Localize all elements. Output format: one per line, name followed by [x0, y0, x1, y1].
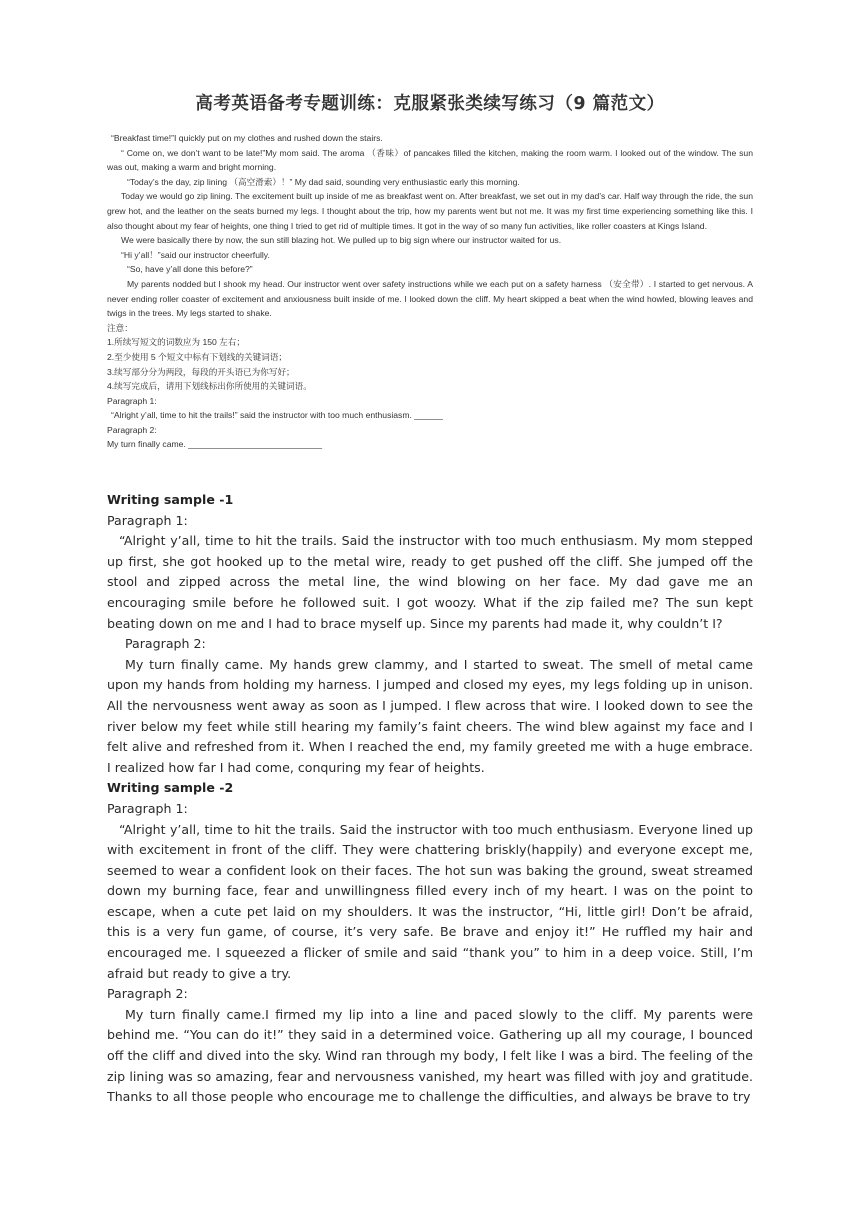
sample-paragraph-label: Paragraph 1:	[107, 800, 188, 816]
prompt-section	[107, 131, 753, 452]
prompt-paragraph-label: Paragraph 2:	[107, 424, 157, 435]
prompt-paragraph-label: Paragraph 1:	[107, 395, 157, 406]
prompt-paragraph-start: My turn finally came. ____________________________	[107, 439, 323, 450]
prompt-line: “Breakfast time!”I quickly put on my clothes and rushed down the stairs.	[111, 133, 383, 143]
prompt-note-heading: 注意：	[107, 322, 133, 333]
prompt-line: Today we would go zip lining. The excitement built up inside of me as breakfast went on. After breakfast, we set out in my dad’s car. Half way through the ride, the sun grew hot, and the leather on the seats burned my legs. I thought about the trip, how my parents went but not me. It was my first time experiencing something like this. I also thought about my fear of heights, one thing I tried to get rid of multiple times. It got in the way of so many fun activities, like roller coasters at Kings Island.	[107, 191, 753, 231]
prompt-line: “ Come on, we don’t want to be late!”My mom said. The aroma （香味）of pancakes filled the kitchen, making the room warm. I looked out of the window. The sun was out, making a warm and bright morning.	[107, 147, 753, 173]
sample-paragraph-text: “Alright y’all, time to hit the trails. Said the instructor with too much enthusiasm. My mom stepped up first, she got hooked up to the metal wire, ready to get pushed off the cliff. She jumped off the stool and zipped across the metal line, the wind blowing on her face. My dad gave me an encouraging smile before he followed suit. I got woozy. What if the zip failed me? The sun kept beating down on me and I had to brace myself up. Since my parents had made it, why couldn’t I?	[107, 533, 753, 631]
sample-paragraph-text: My turn finally came. My hands grew clammy, and I started to sweat. The smell of metal came upon my hands from holding my harness. I jumped and closed my eyes, my legs folding up in unison. All the nervousness went away as soon as I jumped. I flew across that wire. I looked down to see the river below my feet while still hearing my family’s faint cheers. The wind blew against my face and I felt alive and refreshed from it. When I reached the end, my family greeted me with a huge embrace. I realized how far I had come, conquring my fear of heights.	[107, 656, 753, 775]
sample-heading: Writing sample -2	[107, 780, 234, 796]
document-title: 高考英语备考专题训练：克服紧张类续写练习（9 篇范文）	[195, 94, 665, 114]
sample-paragraph-label: Paragraph 2:	[107, 986, 188, 1002]
sample-paragraph-text: My turn finally came.I firmed my lip into a line and paced slowly to the cliff. My parents were behind me. “You can do it!” they said in a determined voice. Gathering up all my courage, I bounced off the cliff and dived into the sky. Wind ran through my body, I felt like I was a bird. The feeling of the zip lining was so amazing, fear and nervousness vanished, my heart was filled with joy and gratitude. Thanks to all those people who encourage me to challenge the difficulties, and always be brave to try	[107, 1006, 753, 1105]
prompt-paragraph-start: “Alright y’all, time to hit the trails!” said the instructor with too much enthusiasm. ______	[111, 410, 443, 421]
prompt-line: My parents nodded but I shook my head. Our instructor went over safety instructions while we each put on a safety harness （安全带）. I started to get nervous. A never ending roller coaster of excitement and anxiousness built inside of me. I looked down the cliff. My heart skipped a beat when the wind howled, blowing leaves and twigs in the trees. My legs started to shake.	[107, 278, 753, 319]
prompt-line: “Today’s the day, zip lining （高空滑索）！” My dad said, sounding very enthusiastic early this morning.	[127, 176, 520, 187]
prompt-note: 4.续写完成后，请用下划线标出你所使用的关键词语。	[107, 381, 312, 392]
prompt-note: 2.至少使用 5 个短文中标有下划线的关键词语；	[107, 351, 288, 362]
sample-paragraph-label: Paragraph 1:	[107, 512, 188, 528]
sample-paragraph-label: Paragraph 2:	[125, 636, 206, 652]
prompt-line: We were basically there by now, the sun still blazing hot. We pulled up to big sign where our instructor waited for us.	[121, 235, 562, 246]
prompt-note: 3.续写部分分为两段，每段的开头语已为你写好；	[107, 366, 295, 377]
samples-section	[107, 490, 753, 1108]
prompt-line: “Hi y’all！”said our instructor cheerfully.	[121, 249, 270, 260]
sample-heading: Writing sample -1	[107, 492, 234, 507]
sample-paragraph-text: “Alright y’all, time to hit the trails. Said the instructor with too much enthusiasm. Everyone lined up with excitement in front of the cliff. They were chattering briskly(happily) and everyone except me, seemed to wear a confident look on their faces. The hot sun was baking the ground, sweat streamed down my burning face, fear and unwillingness filled every inch of my heart. I was on the point to escape, when a cute pet laid on my shoulders. It was the instructor, “Hi, little girl! Don’t be afraid, this is a very fun game, of course, it’s very safe. Be brave and enjoy it!” He ruffled my hair and encouraged me. I squeezed a flicker of smile and said “thank you” to him in a deep voice. Still, I’m afraid but ready to give a try.	[107, 821, 753, 981]
prompt-line: “So, have y’all done this before?”	[127, 264, 253, 275]
prompt-note: 1.所续写短文的词数应为 150 左右；	[107, 337, 245, 348]
